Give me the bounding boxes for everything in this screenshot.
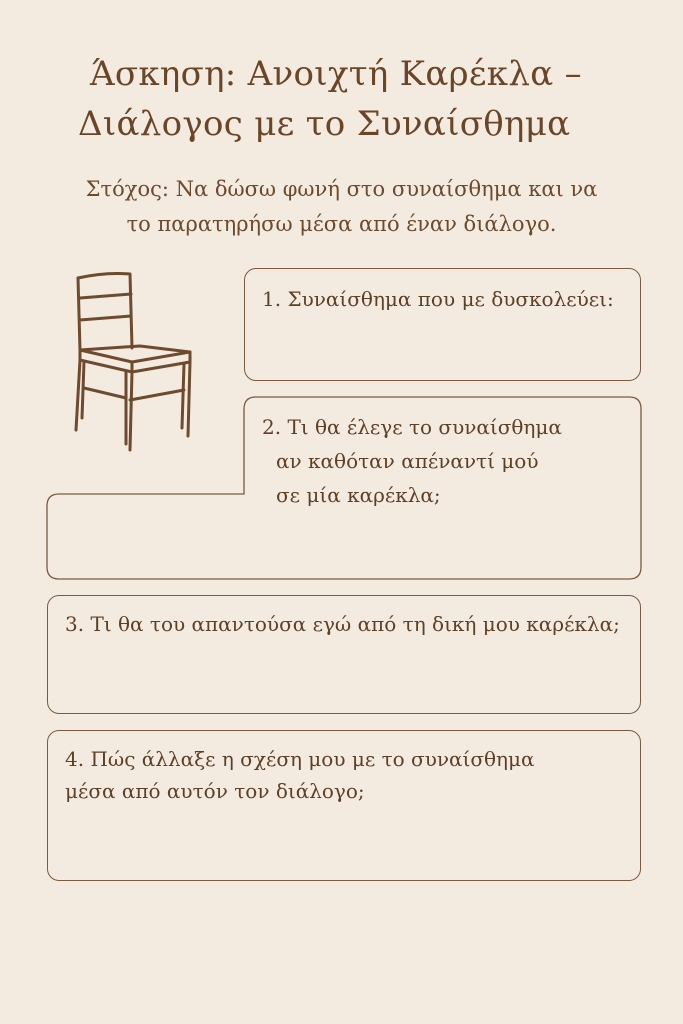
page-title-line-1: Άσκηση: Ανοιχτή Καρέκλα –: [90, 54, 582, 94]
goal-text-line-2: το παρατηρήσω μέσα από έναν διάλογο.: [126, 212, 557, 236]
page-title-line-2: Διάλογος με το Συναίσθημα: [78, 104, 571, 144]
question-4-text-line-2: μέσα από αυτόν τον διάλογο;: [65, 779, 365, 803]
question-2-text-line-2: αν καθόταν απέναντί μού: [276, 449, 539, 473]
question-3-text: 3. Τι θα του απαντούσα εγώ από τη δική μου καρέκλα;: [65, 612, 620, 636]
question-1-text: 1. Συναίσθημα που με δυσκολεύει:: [262, 287, 614, 311]
question-2-text-line-1: 2. Τι θα έλεγε το συναίσθημα: [262, 415, 562, 439]
goal-text-line-1: Στόχος: Να δώσω φωνή στο συναίσθημα και να: [85, 177, 598, 201]
question-4-text-line-1: 4. Πώς άλλαξε η σχέση μου με το συναίσθημα: [65, 747, 535, 771]
question-2-text-line-3: σε μία καρέκλα;: [276, 483, 441, 507]
